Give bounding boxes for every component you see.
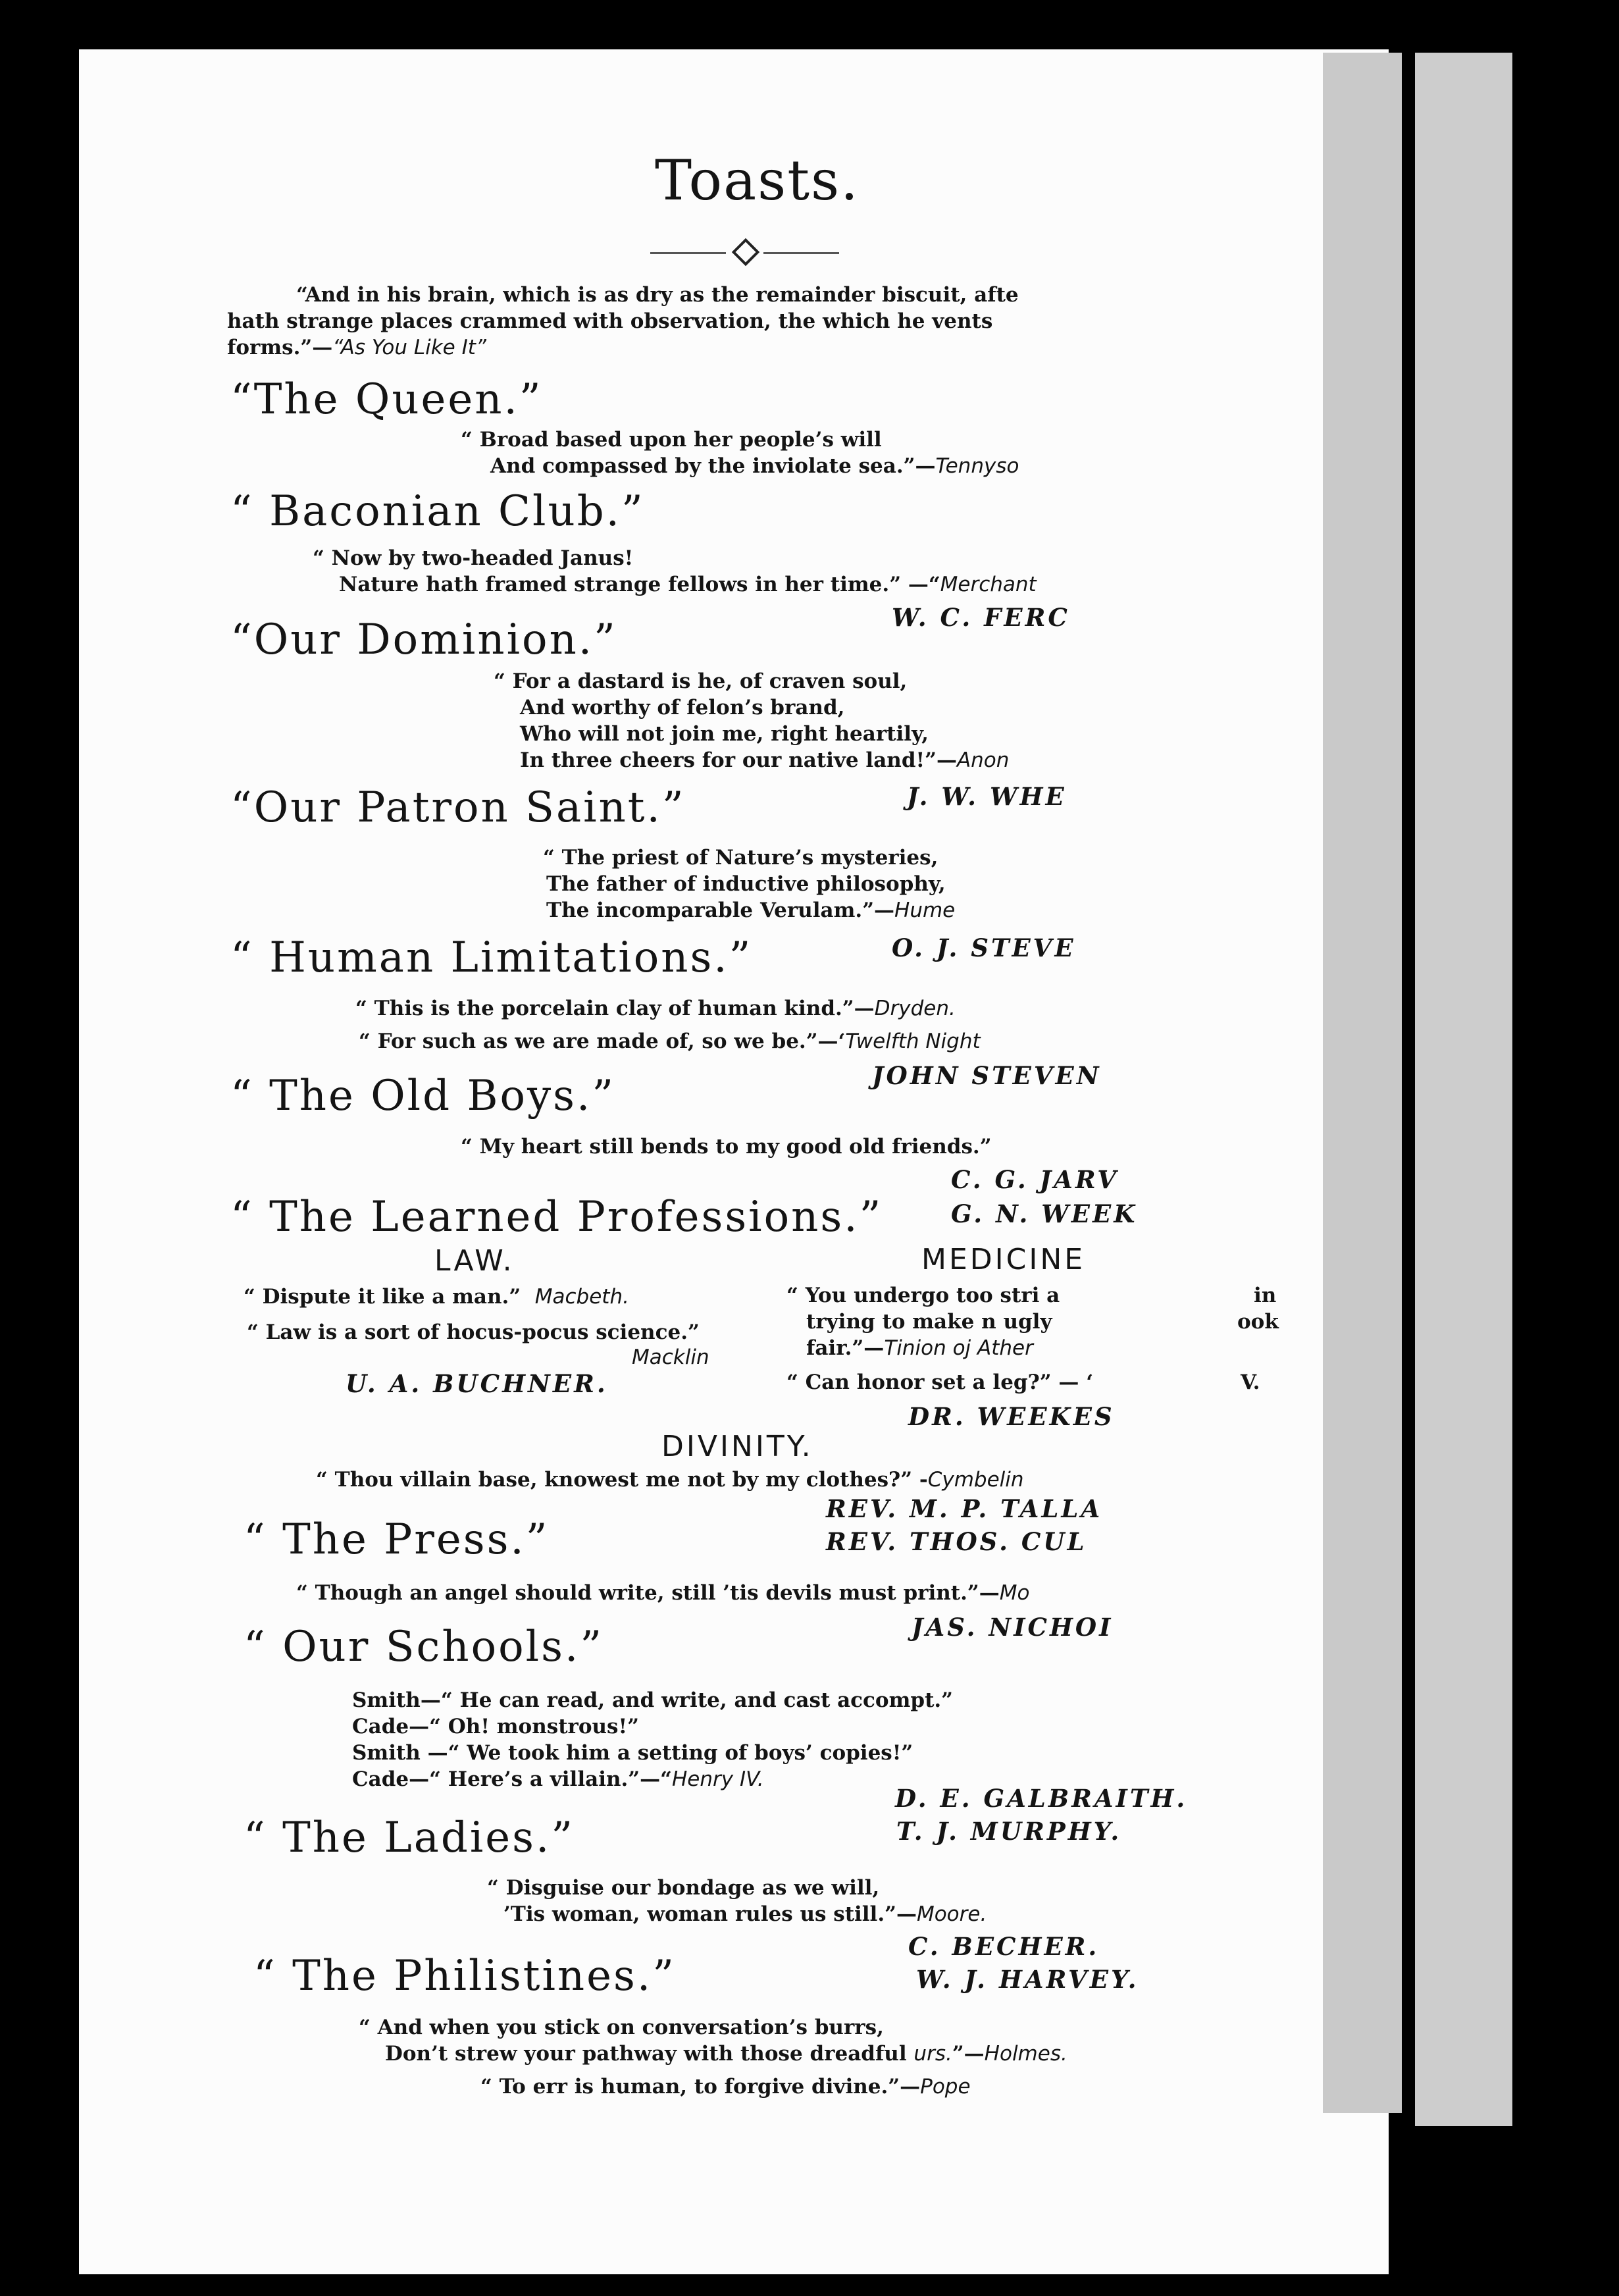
quote-source: Moore. — [916, 1902, 987, 1926]
medicine-quote: “ You undergo too stri a — [786, 1284, 1060, 1307]
title-rule-left — [650, 252, 726, 254]
quote-line: “ For such as we are made of, so we be.”—‘Twelfth Night — [359, 1030, 981, 1053]
quote-line: The incomparable Verulam.”—Hume — [546, 899, 956, 922]
toast-title: “ Human Limitations.” — [230, 933, 753, 982]
quote-line: Don’t strew your pathway with those dreadful urs.”—Holmes. — [385, 2042, 1067, 2066]
quote-source: Henry IV. — [671, 1767, 764, 1791]
speaker-name: D. E. GALBRAITH. — [895, 1784, 1188, 1813]
toast-title: “Our Patron Saint.” — [230, 783, 686, 832]
speaker-name: C. G. JARV — [951, 1165, 1119, 1194]
speaker-name: U. A. BUCHNER. — [346, 1369, 608, 1398]
toast-title: “ The Philistines.” — [253, 1952, 676, 2000]
epigraph-line: hath strange places crammed with observation, the which he vents — [227, 309, 993, 333]
medicine-quote: “ Can honor set a leg?” — ‘ — [786, 1370, 1093, 1394]
medicine-heading: MEDICINE — [921, 1243, 1086, 1276]
law-quote: “ Dispute it like a man.” Macbeth. — [244, 1285, 629, 1309]
speaker-name: W. J. HARVEY. — [916, 1965, 1139, 1994]
medicine-quote: trying to make n ugly — [806, 1310, 1052, 1334]
quote-source: Mo — [999, 1581, 1030, 1605]
quote-line: And worthy of felon’s brand, — [520, 696, 845, 719]
quote-line: “ Disguise our bondage as we will, — [487, 1876, 880, 1900]
page-title: Toasts. — [655, 148, 860, 213]
epigraph-line: “And in his brain, which is as dry as the remainder biscuit, afte — [296, 283, 1019, 307]
quote-line: ’Tis woman, woman rules us still.”—Moore. — [503, 1902, 987, 1926]
title-rule-right — [763, 252, 839, 254]
epigraph-line: forms.”—“As You Like It” — [227, 336, 486, 359]
law-source: Macklin — [632, 1345, 709, 1369]
medicine-quote: fair.”—Tinion oj Ather — [806, 1336, 1033, 1360]
quote-line: Smith—“ He can read, and write, and cast accompt.” — [352, 1688, 954, 1712]
binding-strip-outer — [1415, 53, 1514, 2126]
speaker-name: G. N. WEEK — [951, 1199, 1138, 1228]
quote-line: Cade—“ Here’s a villain.”—“Henry IV. — [352, 1767, 764, 1791]
quote-line: “ For a dastard is he, of craven soul, — [494, 669, 908, 693]
quote-source: Holmes. — [984, 2042, 1067, 2066]
quote-line: In three cheers for our native land!”—Anon — [520, 748, 1010, 772]
stray-text: in — [1254, 1284, 1277, 1307]
toast-title: “ Our Schools.” — [244, 1623, 604, 1671]
quote-source: Hume — [894, 899, 956, 922]
toast-title: “ Baconian Club.” — [230, 487, 645, 536]
quote-source: Anon — [956, 748, 1010, 772]
quote-line: “ Though an angel should write, still ’tis devils must print.”—Mo — [296, 1581, 1030, 1605]
quote-line: Nature hath framed strange fellows in her time.” —“Merchant — [339, 573, 1037, 596]
speaker-name: W. C. FERC — [892, 603, 1070, 632]
quote-line: “ The priest of Nature’s mysteries, — [543, 846, 938, 870]
quote-line: “ And when you stick on conversation’s burrs, — [359, 2016, 884, 2039]
binding-strip — [1323, 53, 1402, 2113]
toast-title: “The Queen.” — [230, 375, 543, 424]
quote-line: Cade—“ Oh! monstrous!” — [352, 1715, 639, 1738]
toast-title: “ The Old Boys.” — [230, 1072, 616, 1120]
toast-title: “Our Dominion.” — [230, 615, 617, 664]
quote-line: And compassed by the inviolate sea.”—Tennyso — [490, 454, 1019, 478]
stray-text: V. — [1241, 1370, 1260, 1394]
law-quote: “ Law is a sort of hocus-pocus science.” — [247, 1320, 700, 1344]
quote-source: Tinion oj Ather — [884, 1336, 1033, 1360]
quote-line: Who will not join me, right heartily, — [520, 722, 929, 746]
speaker-name: T. J. MURPHY. — [896, 1817, 1122, 1846]
quote-line: Smith —“ We took him a setting of boys’ copies!” — [352, 1741, 913, 1765]
quote-source: Cymbelin — [927, 1468, 1024, 1492]
divinity-quote: “ Thou villain base, knowest me not by my clothes?” -Cymbelin — [316, 1468, 1024, 1492]
quote-line: “ My heart still bends to my good old friends.” — [461, 1135, 992, 1159]
speaker-name: DR. WEEKES — [908, 1402, 1115, 1431]
speaker-name: C. BECHER. — [908, 1932, 1100, 1961]
speaker-name: J. W. WHE — [907, 782, 1067, 811]
speaker-name: O. J. STEVE — [892, 933, 1076, 962]
speaker-name: JAS. NICHOI — [912, 1613, 1114, 1642]
quote-source: Pope — [920, 2075, 971, 2099]
quote-source: Tennyso — [935, 454, 1019, 478]
quote-line: The father of inductive philosophy, — [546, 872, 946, 896]
quote-line: “ Now by two-headed Janus! — [313, 546, 634, 570]
speaker-name: REV. THOS. CUL — [826, 1527, 1087, 1556]
stray-text: ook — [1237, 1310, 1279, 1334]
quote-source: Twelfth Night — [845, 1030, 981, 1053]
divinity-heading: DIVINITY. — [661, 1430, 813, 1463]
speaker-name: JOHN STEVEN — [872, 1061, 1102, 1090]
quote-line: “ To err is human, to forgive divine.”—Pope — [480, 2075, 971, 2099]
toast-title: “ The Press.” — [244, 1515, 550, 1564]
quote-source: Dryden. — [874, 997, 956, 1020]
scan-edge — [1512, 26, 1619, 2284]
quote-source: Macbeth. — [534, 1285, 629, 1309]
law-heading: LAW. — [434, 1244, 515, 1278]
quote-line: “ Broad based upon her people’s will — [461, 428, 882, 452]
quote-line: “ This is the porcelain clay of human kind.”—Dryden. — [355, 997, 956, 1020]
speaker-name: REV. M. P. TALLA — [826, 1494, 1103, 1523]
quote-source: Merchant — [940, 573, 1037, 596]
epigraph-source: “As You Like It” — [332, 336, 486, 359]
toast-title: “ The Learned Professions.” — [230, 1193, 883, 1241]
toast-title: “ The Ladies.” — [244, 1813, 575, 1862]
